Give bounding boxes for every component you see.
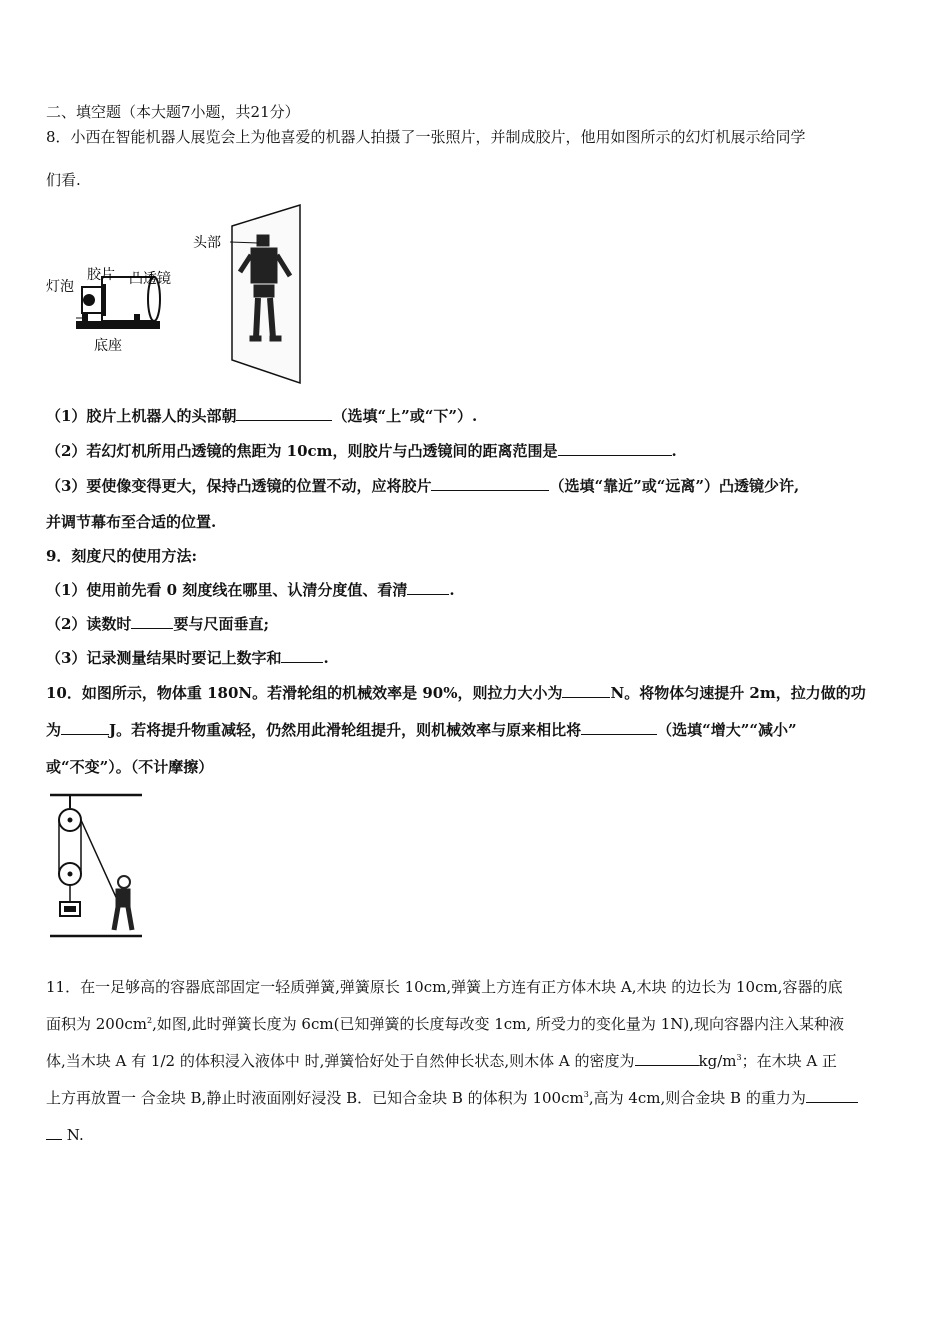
q9-part3: （3）记录测量结果时要记上数字和 . — [46, 649, 329, 667]
q11-line5: N. — [46, 1125, 84, 1145]
q11-line2: 面积为 $200cm^2$,如图,此时弹簧长度为 6cm(已知弹簧的长度每改变 1cm, 所受力的变化量为 1N),现向容器内注入某种液 — [46, 1015, 844, 1033]
answer-blank[interactable] — [61, 720, 109, 735]
answer-blank[interactable] — [558, 441, 672, 456]
answer-blank[interactable] — [431, 476, 549, 491]
q8-part2: （2）若幻灯机所用凸透镜的焦距为 10cm，则胶片与凸透镜间的距离范围是 . — [46, 442, 677, 460]
q8-part3: （3）要使像变得更大，保持凸透镜的位置不动，应将胶片 （选填“靠近”或“远离”）凸透镜少许, — [46, 477, 800, 495]
q10-line3: 或“不变”）。（不计摩擦） — [46, 758, 214, 776]
q9-part2: （2）读数时 要与尺面垂直; — [46, 615, 269, 633]
q8-stem-line2: 们看. — [46, 171, 81, 189]
label-base: 底座 — [94, 338, 122, 354]
pulley-figure — [44, 790, 148, 942]
projector-base — [76, 321, 160, 329]
answer-blank[interactable] — [236, 406, 332, 421]
answer-blank[interactable] — [407, 580, 449, 595]
answer-blank-continued[interactable] — [46, 1125, 62, 1140]
person-pulling-icon — [114, 876, 132, 930]
label-bulb: 灯泡 — [46, 279, 74, 295]
answer-blank[interactable] — [281, 648, 323, 663]
bulb-icon — [83, 294, 95, 306]
answer-blank[interactable] — [635, 1051, 699, 1066]
q11-line4: 上方再放置一 合金块 B,静止时液面刚好浸没 B．已知合金块 B 的体积为 $100cm^3$,高为 4cm,则合金块 B 的重力为 — [46, 1088, 858, 1108]
answer-blank[interactable] — [131, 614, 173, 629]
q8-stem-line1: 8．小西在智能机器人展览会上为他喜爱的机器人拍摄了一张照片，并制成胶片，他用如图所示的幻灯机展示给同学 — [46, 128, 806, 146]
q11-line3: 体,当木块 A 有 1/2 的体积浸入液体中 时,弹簧恰好处于自然伸长状态,则木体 A 的密度为 $kg/m^3$；在木块 A 正 — [46, 1052, 837, 1070]
label-film: 胶片 — [87, 267, 115, 283]
projector-figure — [44, 200, 314, 390]
q10-line1: 10．如图所示，物体重 180N。若滑轮组的机械效率是 90%，则拉力大小为 N。将物体匀速提升 2m，拉力做的功 — [46, 684, 866, 702]
q10-line2: 为 J。若将提升物重减轻，仍然用此滑轮组提升，则机械效率与原来相比将 （选填“增大”“减小” — [46, 721, 797, 739]
q9-part1: （1）使用前先看 0 刻度线在哪里、认清分度值、看清 . — [46, 581, 455, 599]
q9-stem: 9．刻度尺的使用方法: — [46, 547, 197, 565]
answer-blank[interactable] — [562, 683, 610, 698]
answer-blank[interactable] — [806, 1088, 858, 1103]
q11-line1: 11．在一足够高的容器底部固定一轻质弹簧,弹簧原长 10cm,弹簧上方连有正方体木块 A,木块 的边长为 10cm,容器的底 — [46, 978, 843, 996]
section-title: 二、填空题（本大题7小题，共21分） — [46, 103, 300, 121]
film-slot — [102, 284, 106, 316]
label-lens: 凸透镜 — [129, 271, 171, 287]
label-head: 头部 — [193, 235, 221, 251]
q8-part3-line2: 并调节幕布至合适的位置. — [46, 513, 217, 531]
answer-blank[interactable] — [581, 720, 657, 735]
q8-part1: （1）胶片上机器人的头部朝 （选填“上”或“下”）. — [46, 407, 478, 425]
